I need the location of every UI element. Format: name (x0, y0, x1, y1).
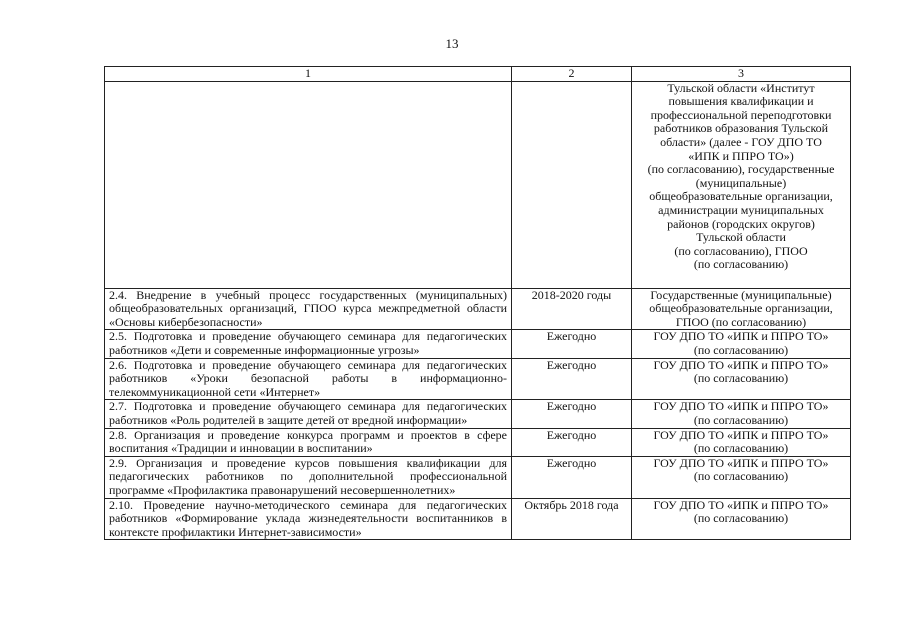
activity-cell: 2.5. Подготовка и проведение обучающего семинара для педагогических работников «Дети и современные информационные угрозы» (105, 330, 512, 358)
term-cell: Ежегодно (512, 358, 632, 400)
term-cell: 2018-2020 годы (512, 288, 632, 330)
activity-cell: 2.10. Проведение научно-методического семинара для педагогических работников «Формирование уклада жизнедеятельности воспитанников в контексте профилактики Интернет-зависимости» (105, 498, 512, 540)
header-col-2: 2 (512, 67, 632, 82)
table-row (105, 498, 851, 540)
executor-cell: ГОУ ДПО ТО «ИПК и ППРО ТО» (по согласованию) (632, 498, 851, 540)
executor-cell-continuation: Тульской области «Институт повышения квалификации и профессиональной переподготовки работников образования Тульской области» (далее - ГОУ ДПО ТО «ИПК и ППРО ТО») (по согласованию), государственные (муниципальные) общеобразовательные организации, администрации муниципальных районов (городских округов) Тульской области (по согласованию), ГПОО (по согласованию) (632, 81, 851, 288)
executor-cell: ГОУ ДПО ТО «ИПК и ППРО ТО» (по согласованию) (632, 330, 851, 358)
header-col-3: 3 (632, 67, 851, 82)
executor-cell: ГОУ ДПО ТО «ИПК и ППРО ТО» (по согласованию) (632, 428, 851, 456)
term-cell: Ежегодно (512, 330, 632, 358)
activity-cell: 2.6. Подготовка и проведение обучающего семинара для педагогических работников «Уроки безопасной работы в информационно-телекоммуникационной сети «Интернет» (105, 358, 512, 400)
term-cell-empty (512, 81, 632, 288)
table-row-continuation (105, 81, 851, 288)
page-number: 13 (445, 36, 459, 51)
activity-cell: 2.8. Организация и проведение конкурса программ и проектов в сфере воспитания «Традиции и инновации в воспитании» (105, 428, 512, 456)
executor-cell: ГОУ ДПО ТО «ИПК и ППРО ТО» (по согласованию) (632, 400, 851, 428)
table-row (105, 456, 851, 498)
header-col-1: 1 (105, 67, 512, 82)
table-row (105, 358, 851, 400)
activity-cell: 2.4. Внедрение в учебный процесс государственных (муниципальных) общеобразовательных организаций, ГПОО курса межпредметной области «Основы кибербезопасности» (105, 288, 512, 330)
activity-cell: 2.9. Организация и проведение курсов повышения квалификации для педагогических работников по дополнительной профессиональной программе «Профилактика правонарушений несовершеннолетних» (105, 456, 512, 498)
table-header-row (105, 67, 851, 82)
term-cell: Октябрь 2018 года (512, 498, 632, 540)
table-row (105, 330, 851, 358)
executor-cell: Государственные (муниципальные) общеобразовательные организации, ГПОО (по согласованию) (632, 288, 851, 330)
table-row (105, 400, 851, 428)
activities-table (104, 66, 851, 540)
table-row (105, 288, 851, 330)
term-cell: Ежегодно (512, 400, 632, 428)
table-row (105, 428, 851, 456)
term-cell: Ежегодно (512, 428, 632, 456)
term-cell: Ежегодно (512, 456, 632, 498)
executor-cell: ГОУ ДПО ТО «ИПК и ППРО ТО» (по согласованию) (632, 358, 851, 400)
activity-cell: 2.7. Подготовка и проведение обучающего семинара для педагогических работников «Роль родителей в защите детей от вредной информации» (105, 400, 512, 428)
activity-cell-empty (105, 81, 512, 288)
executor-cell: ГОУ ДПО ТО «ИПК и ППРО ТО» (по согласованию) (632, 456, 851, 498)
